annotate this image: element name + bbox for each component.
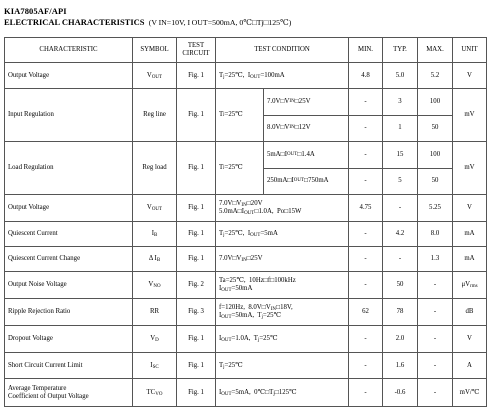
symbol-cell: $TC_{VO}$ xyxy=(133,379,177,407)
condition-cell: $7.0V□V_{IN}□25V$ xyxy=(216,247,349,272)
unit-cell: $\mu V_{rms}$ xyxy=(453,272,487,299)
characteristic-cell: Output Voltage xyxy=(5,195,133,222)
min-cell: - xyxy=(349,168,383,195)
circuit-cell: Fig. 1 xyxy=(177,63,216,89)
col-header-max: MAX. xyxy=(418,38,453,63)
characteristic-line: Average Temperature xyxy=(8,384,67,392)
condition-cell xyxy=(216,89,349,142)
part-number: KIA7805AF/API xyxy=(4,6,67,16)
col-header-test-circuit: TEST CIRCUIT xyxy=(177,38,216,63)
characteristic-cell: Ripple Rejection Ratio xyxy=(5,299,133,326)
max-cell: 5.25 xyxy=(418,195,453,222)
condition-cell: f=120Hz, $8.0V□V_{IN}□18V$, $I_{OUT}=50mA$, $T_j=25℃$ xyxy=(216,299,349,326)
section-conditions: (V IN=10V, I OUT=500mA, 0℃□Tj□125℃) xyxy=(148,18,292,27)
circuit-cell: Fig. 3 xyxy=(177,299,216,326)
max-cell: 100 xyxy=(418,142,453,169)
table-header-row xyxy=(5,38,487,63)
col-header-typ: TYP. xyxy=(383,38,418,63)
condition-main: T j =25℃ xyxy=(219,111,243,119)
typ-cell: - xyxy=(383,247,418,272)
typ-cell: - xyxy=(383,195,418,222)
circuit-cell: Fig. 1 xyxy=(177,142,216,195)
table-row xyxy=(5,89,487,116)
table-row xyxy=(5,379,487,407)
characteristic-cell: Dropout Voltage xyxy=(5,326,133,353)
table-row xyxy=(5,247,487,272)
unit-cell: V xyxy=(453,63,487,89)
min-cell: - xyxy=(349,379,383,407)
condition-sub-group xyxy=(263,142,348,194)
min-cell: 62 xyxy=(349,299,383,326)
circuit-cell: Fig. 1 xyxy=(177,247,216,272)
typ-cell: 3 xyxy=(383,89,418,116)
symbol-cell: $V_D$ xyxy=(133,326,177,353)
condition-sub: 250mA□I OUT □750mA xyxy=(267,177,329,185)
condition-cell: $T_j=25℃$, $I_{OUT}=5mA$ xyxy=(216,222,349,247)
table-row xyxy=(5,353,487,379)
characteristic-cell: Input Regulation xyxy=(5,89,133,142)
table-row xyxy=(5,63,487,89)
min-cell: - xyxy=(349,89,383,116)
max-cell: 50 xyxy=(418,115,453,142)
characteristic-cell: Output Noise Voltage xyxy=(5,272,133,299)
condition-main: T j =25℃ xyxy=(219,164,243,172)
circuit-cell: Fig. 1 xyxy=(177,195,216,222)
symbol-cell: $V_{NO}$ xyxy=(133,272,177,299)
table-row xyxy=(5,195,487,222)
circuit-cell: Fig. 2 xyxy=(177,272,216,299)
min-cell: - xyxy=(349,142,383,169)
table-row xyxy=(5,222,487,247)
min-cell: - xyxy=(349,247,383,272)
characteristic-cell: Short Circuit Current Limit xyxy=(5,353,133,379)
condition-cell: $I_{OUT}=5mA$, $0℃□T_j□125℃$ xyxy=(216,379,349,407)
typ-cell: 4.2 xyxy=(383,222,418,247)
table-row xyxy=(5,299,487,326)
table-row xyxy=(5,272,487,299)
max-cell: - xyxy=(418,272,453,299)
condition-cell xyxy=(216,142,349,195)
typ-cell: -0.6 xyxy=(383,379,418,407)
col-header-test-condition: TEST CONDITION xyxy=(216,38,349,63)
table-row xyxy=(5,142,487,169)
electrical-characteristics-table xyxy=(4,37,487,407)
max-cell: 1.3 xyxy=(418,247,453,272)
condition-sub-group xyxy=(263,89,348,141)
symbol-cell: Reg line xyxy=(133,89,177,142)
table-row xyxy=(5,326,487,353)
symbol-cell: $V_{OUT}$ xyxy=(133,195,177,222)
characteristic-cell xyxy=(5,379,133,407)
condition-cell: $T_j=25℃$, $I_{OUT}=100mA$ xyxy=(216,63,349,89)
symbol-cell: Reg load xyxy=(133,142,177,195)
max-cell: 100 xyxy=(418,89,453,116)
unit-cell: V xyxy=(453,195,487,222)
max-cell: 50 xyxy=(418,168,453,195)
max-cell: - xyxy=(418,379,453,407)
col-header-min: MIN. xyxy=(349,38,383,63)
circuit-cell: Fig. 1 xyxy=(177,222,216,247)
max-cell: - xyxy=(418,326,453,353)
unit-cell: mV xyxy=(453,89,487,142)
unit-cell: mV xyxy=(453,142,487,195)
symbol-cell: RR xyxy=(133,299,177,326)
unit-cell: mA xyxy=(453,247,487,272)
section-title xyxy=(4,17,291,27)
characteristic-cell: Load Regulation xyxy=(5,142,133,195)
typ-cell: 50 xyxy=(383,272,418,299)
condition-sub: 5mA□I OUT □1.4A xyxy=(264,142,348,169)
unit-cell: dB xyxy=(453,299,487,326)
typ-cell: 1.6 xyxy=(383,353,418,379)
min-cell: - xyxy=(349,353,383,379)
typ-cell: 5.0 xyxy=(383,63,418,89)
typ-cell: 1 xyxy=(383,115,418,142)
section-heading: ELECTRICAL CHARACTERISTICS xyxy=(4,17,145,27)
typ-cell: 5 xyxy=(383,168,418,195)
unit-cell: A xyxy=(453,353,487,379)
condition-sub: 8.0V□V IN □12V xyxy=(267,124,311,132)
min-cell: - xyxy=(349,115,383,142)
max-cell: 8.0 xyxy=(418,222,453,247)
symbol-cell: $I_{SC}$ xyxy=(133,353,177,379)
min-cell: 4.8 xyxy=(349,63,383,89)
condition-cell: $I_{OUT}=1.0A$, $T_j=25℃$ xyxy=(216,326,349,353)
typ-cell: 2.0 xyxy=(383,326,418,353)
min-cell: 4.75 xyxy=(349,195,383,222)
condition-cell: $T_j=25℃$ xyxy=(216,353,349,379)
characteristic-line: Coefficient of Output Voltage xyxy=(8,392,89,400)
max-cell: 5.2 xyxy=(418,63,453,89)
characteristic-cell: Quiescent Current Change xyxy=(5,247,133,272)
unit-cell: mV/℃ xyxy=(453,379,487,407)
circuit-cell: Fig. 1 xyxy=(177,379,216,407)
condition-cell: $7.0V□V_{IN}□20V$ $5.0mA□I_{OUT}□1.0A$, Po□15W xyxy=(216,195,349,222)
characteristic-cell: Quiescent Current xyxy=(5,222,133,247)
typ-cell: 78 xyxy=(383,299,418,326)
max-cell: - xyxy=(418,353,453,379)
max-cell: - xyxy=(418,299,453,326)
min-cell: - xyxy=(349,272,383,299)
characteristic-cell: Output Voltage xyxy=(5,63,133,89)
symbol-cell: $I_B$ xyxy=(133,222,177,247)
circuit-cell: Fig. 1 xyxy=(177,326,216,353)
circuit-cell: Fig. 1 xyxy=(177,89,216,142)
min-cell: - xyxy=(349,222,383,247)
unit-cell: V xyxy=(453,326,487,353)
typ-cell: 15 xyxy=(383,142,418,169)
symbol-cell: $V_{OUT}$ xyxy=(133,63,177,89)
col-header-characteristic: CHARACTERISTIC xyxy=(5,38,133,63)
circuit-cell: Fig. 1 xyxy=(177,353,216,379)
condition-cell: Ta=25℃, 10Hz□f□100kHz $I_{OUT}=50mA$ xyxy=(216,272,349,299)
col-header-symbol: SYMBOL xyxy=(133,38,177,63)
unit-cell: mA xyxy=(453,222,487,247)
condition-sub: 7.0V□V IN □25V xyxy=(264,89,348,116)
min-cell: - xyxy=(349,326,383,353)
col-header-unit: UNIT xyxy=(453,38,487,63)
symbol-cell: Δ $I_B$ xyxy=(133,247,177,272)
